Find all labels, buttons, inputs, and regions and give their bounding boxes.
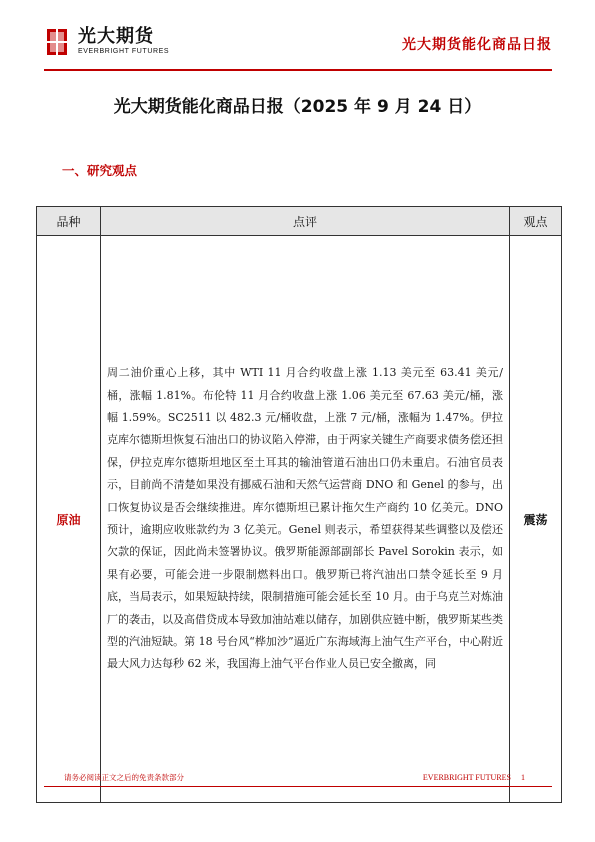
view-cell: 震荡: [510, 236, 562, 803]
footer-divider: [44, 786, 552, 787]
everbright-logo-icon: [46, 27, 68, 57]
header-comment: 点评: [101, 207, 510, 236]
page-header: [0, 0, 595, 72]
footer-disclaimer: 请务必阅读正文之后的免责条款部分: [64, 773, 184, 782]
research-table: [36, 206, 562, 803]
table-header-row: [37, 207, 562, 236]
header-report-name: 光大期货能化商品日报: [402, 37, 552, 53]
document-title: 光大期货能化商品日报（2025 年 9 月 24 日）: [113, 97, 482, 117]
logo-text-en: EVERBRIGHT FUTURES: [78, 48, 170, 55]
footer-company: EVERBRIGHT FUTURES: [422, 773, 511, 782]
table-row: [37, 236, 562, 803]
comment-cell: 周二油价重心上移，其中 WTI 11 月合约收盘上涨 1.13 美元至 63.41 美元/桶，涨幅 1.81%。布伦特 11 月合约收盘上涨 1.06 美元至 67.63 美元/桶，涨幅 1.59%。SC2511 以 482.3 元/桶收盘，上涨 7 元/桶，涨幅为 1.47%。伊拉克库尔德斯坦恢复石油出口的协议陷入停滞，由于两家关键生产商要求债务偿还担保，伊拉克库尔德斯坦地区至土耳其的输油管道石油出口仍未重启。石油官员表示，目前尚不清楚如果没有挪威石油和天然气运营商 DNO 和 Genel 的参与，出口恢复协议是否会继续推进。库尔德斯坦已累计拖欠生产商约 10 亿美元。DNO 预计，逾期应收账款约为 3 亿美元。Genel 则表示，希望获得某些调整以及偿还欠款的保证，因此尚未签署协议。俄罗斯能源部副部长 Pavel Sorokin 表示，如果有必要，可能会进一步限制燃料出口。俄罗斯已将汽油出口禁令延长至 9 月底，当局表示，如果短缺持续，限制措施可能会延长至 10 月。由于乌克兰对炼油厂的袭击，以及高借贷成本导致加油站难以储存，加剧供应链中断，俄罗斯某些类型的汽油短缺。第 18 号台风“桦加沙”逼近广东海域海上油气生产平台，中心附近最大风力达每秒 62 米，我国海上油气平台作业人员已安全撤离，同: [101, 236, 510, 803]
section-heading: 一、研究观点: [62, 163, 138, 178]
header-variety: 品种: [37, 207, 101, 236]
variety-cell: 原油: [37, 236, 101, 803]
header-divider: [44, 69, 552, 71]
header-view: 观点: [510, 207, 562, 236]
footer-page-number: 1: [521, 773, 525, 782]
logo-text-cn: 光大期货: [78, 26, 154, 47]
